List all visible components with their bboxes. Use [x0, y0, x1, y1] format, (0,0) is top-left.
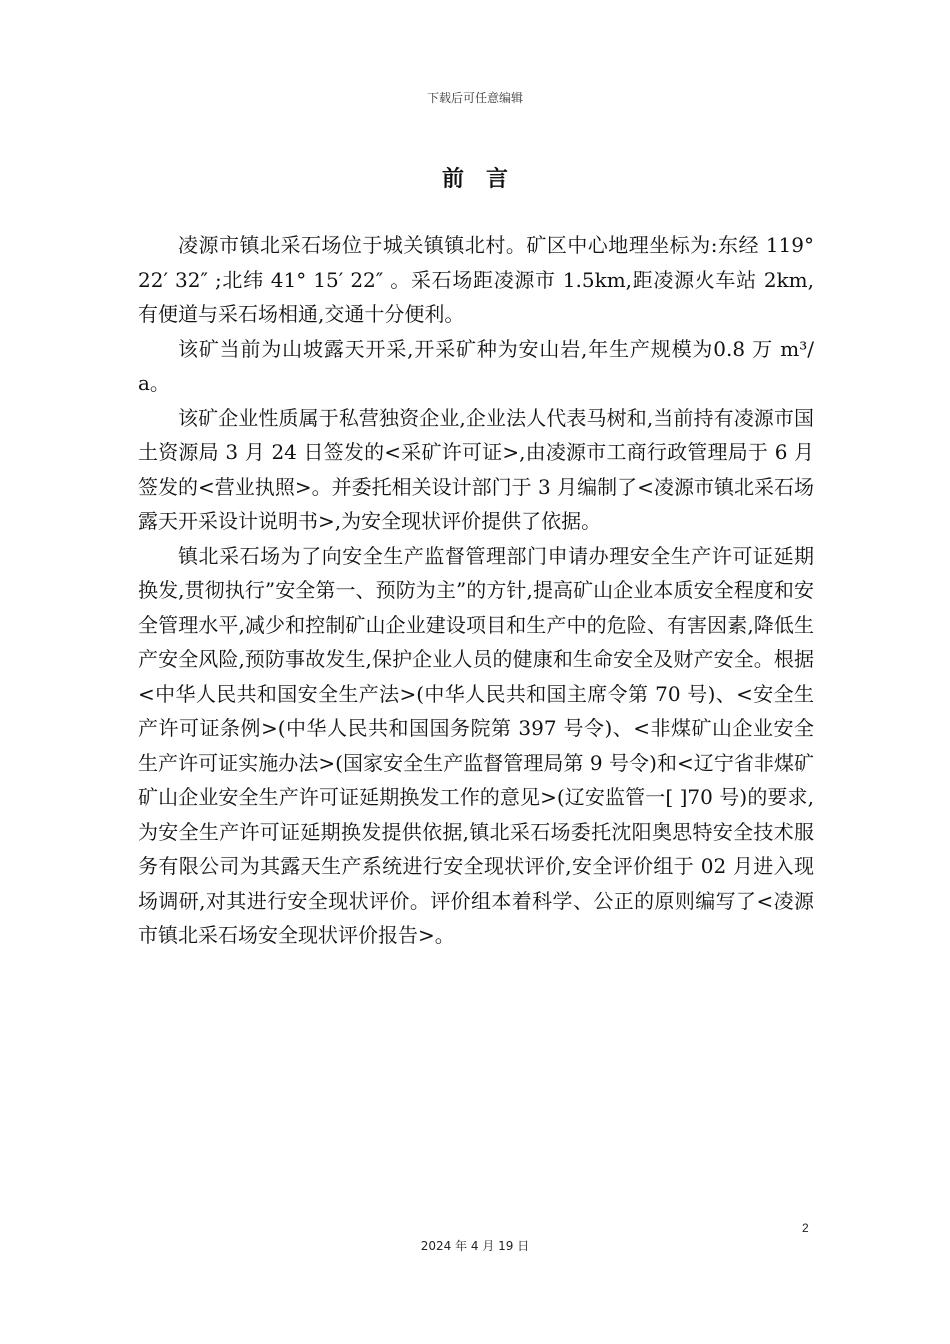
document-body: [138, 228, 814, 953]
paragraph-location: 凌源市镇北采石场位于城关镇镇北村。矿区中心地理坐标为:东经 119° 22′ 32″ ;北纬 41° 15′ 22″ 。采石场距凌源市 1.5km,距凌源火车站 2km,有便道与采石场相通,交通十分便利。: [138, 233, 814, 326]
paragraph-evaluation-basis: 镇北采石场为了向安全生产监督管理部门申请办理安全生产许可证延期换发,贯彻执行”安全第一、预防为主”的方针,提高矿山企业本质安全程度和安全管理水平,减少和控制矿山企业建设项目和生产中的危险、有害因素,降低生产安全风险,预防事故发生,保护企业人员的健康和生命安全及财产安全。根据<中华人民共和国安全生产法>(中华人民共和国主席令第 70 号)、<安全生产许可证条例>(中华人民共和国国务院第 397 号令)、<非煤矿山企业安全生产许可证实施办法>(国家安全生产监督管理局第 9 号令)和<辽宁省非煤矿矿山企业安全生产许可证延期换发工作的意见>(辽安监管一[ ]70 号)的要求,为安全生产许可证延期换发提供依据,镇北采石场委托沈阳奥思特安全技术服务有限公司为其露天生产系统进行安全现状评价,安全评价组于 02 月进入现场调研,对其进行安全现状评价。评价组本着科学、公正的原则编写了<凌源市镇北采石场安全现状评价报告>。: [138, 543, 814, 947]
paragraph-mining-method: 该矿当前为山坡露天开采,开采矿种为安山岩,年生产规模为0.8 万 m³/a。: [138, 336, 814, 395]
footer-date: 2024 年 4 月 19 日: [420, 1239, 530, 1253]
header-note: 下载后可任意编辑: [426, 91, 523, 105]
paragraph-enterprise-info: 该矿企业性质属于私营独资企业,企业法人代表马树和,当前持有凌源市国土资源局 3 月 24 日签发的<采矿许可证>,由凌源市工商行政管理局于 6 月签发的<营业执照>。并委托相关设计部门于 3 月编制了<凌源市镇北采石场露天开采设计说明书>,为安全现状评价提供了依据。: [138, 405, 814, 533]
page-number: 2: [802, 1221, 809, 1235]
page-title: 前言: [441, 166, 530, 192]
